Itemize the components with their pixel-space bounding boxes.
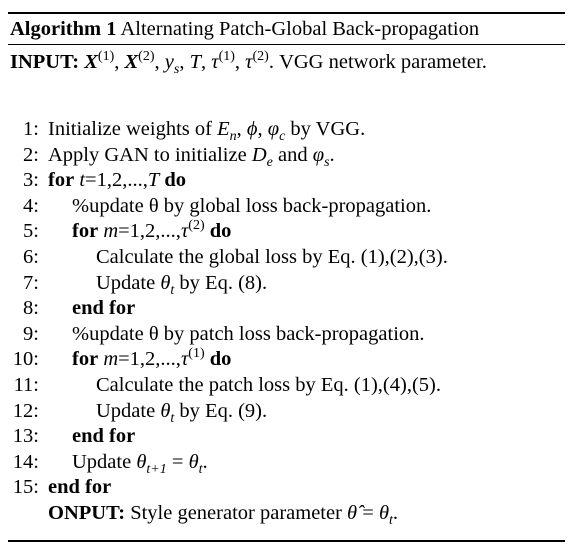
step-4: 4: %update θ by global loss back-propagation.: [23, 194, 432, 217]
step-14: 14: Update $\theta_{t+1} = \theta_t$.: [12, 450, 208, 477]
step-6: 6: Calculate the global loss by Eq. (1),(2),(3).: [23, 245, 448, 268]
output-line: ONPUT: Style generator parameter θ̂ = $\theta_t$.: [48, 501, 399, 528]
input-tail: . VGG network parameter.: [268, 51, 487, 73]
step-3: 3: for t=1,2,...,T do: [23, 169, 187, 192]
step-2: 2: Apply GAN to initialize $D_e$ and $\varphi_s$.: [23, 143, 335, 170]
step-12: 12: Update $\theta_t$ by Eq. (9).: [12, 399, 268, 426]
step-10: 10: for $m=1,2,...,\tau^{(1)}$ do: [12, 346, 232, 371]
bottom-rule: [8, 540, 565, 542]
step-5: 5: for $m=1,2,...,\tau^{(2)}$ do: [23, 218, 232, 243]
step-8: 8: end for: [23, 297, 136, 320]
step-11: 11: Calculate the patch loss by Eq. (1),(4),(5).: [13, 373, 441, 396]
algorithm-label: Algorithm 1: [10, 18, 117, 40]
step-7: 7: Update $\theta_t$ by Eq. (8).: [23, 271, 268, 298]
algorithm-name: Alternating Patch-Global Back-propagation: [120, 18, 480, 40]
step-15: 15: end for: [12, 476, 112, 499]
step-1: 1: Initialize weights of $E_n$, ϕ, $\varphi_c$ by VGG.: [23, 118, 366, 145]
title-rule: [8, 44, 565, 45]
input-label: INPUT: [10, 51, 73, 73]
top-rule: [8, 12, 565, 14]
algorithm-title: [10, 16, 479, 42]
step-13: 13: end for: [12, 425, 136, 448]
step-9: 9: %update θ by patch loss back-propagation.: [23, 322, 425, 345]
output-label: ONPUT: [48, 501, 119, 524]
input-line: INPUT: $X^{(1)}$, $X^{(2)}$, $y_s$, T, $\tau^{(1)}$, $\tau^{(2)}$. VGG network parameter.: [10, 49, 487, 78]
algorithm-steps: [0, 117, 575, 527]
